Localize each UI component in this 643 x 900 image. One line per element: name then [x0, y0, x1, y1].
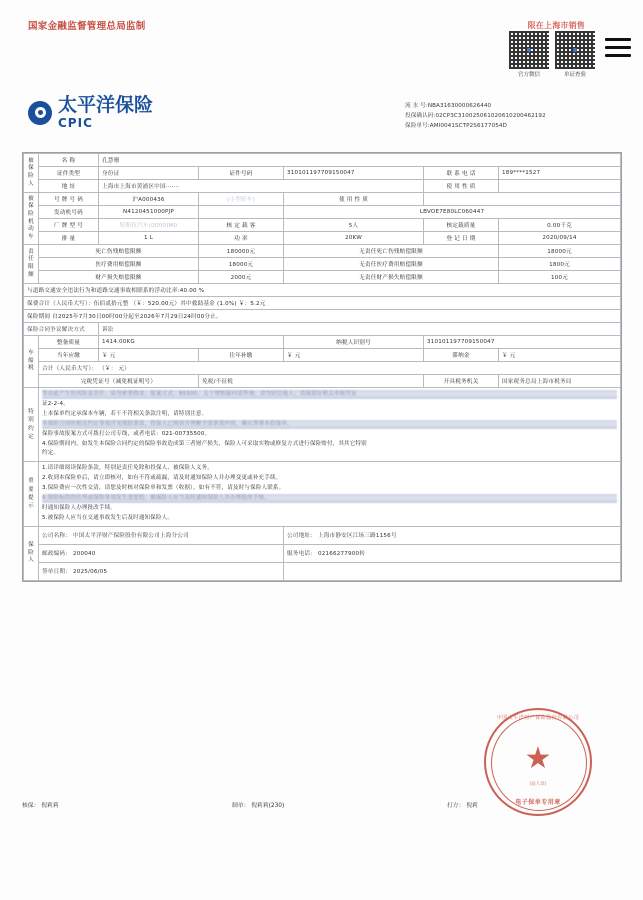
important-notice-body	[39, 462, 621, 526]
confirm-label: 投保确认码:	[405, 112, 436, 119]
insurer-address-cell	[284, 526, 621, 544]
label-power: 功 率	[199, 232, 284, 245]
table-row-insurer-company	[24, 526, 621, 544]
policy-no-value: AMI0041SCTP2S6177054D	[429, 122, 507, 129]
notice-line: 3.保险费应一次性交清，请您及时核对保险单和发票（收据），如有不符，请及时与保险人联系。	[42, 485, 285, 492]
value-load-capacity: 0.00千克	[499, 219, 621, 232]
table-row-premium-total	[24, 297, 621, 310]
label-death-disability-limit: 死亡伤残赔偿限额	[39, 245, 199, 258]
table-row-displacement	[24, 232, 621, 245]
qr-code-wechat[interactable]	[509, 31, 549, 78]
label-engine-number: 发动机号码	[39, 206, 99, 219]
serial-label: 流 水 号:	[405, 103, 428, 109]
table-row-tax-certificate	[24, 375, 621, 388]
label-noresp-death-limit: 无责任死亡伤残赔偿限额	[284, 245, 499, 258]
label-usage-nature: 使 用 性 质	[424, 180, 499, 193]
value-sign-date: 2025/06/05	[72, 569, 108, 576]
label-taxpayer-id: 纳税人识别号	[284, 336, 424, 349]
value-death-disability-limit: 180000元	[199, 245, 284, 258]
section-label-insured: 被 保 险 人	[24, 154, 39, 193]
footer-underwriter	[22, 800, 232, 809]
special-term-line: 4.保险期间内，如发生本保险合同约定的保险事故造成第三者财产损失，保险人可采取实物或修复方式进行保险赔付，其其它特别	[42, 440, 367, 447]
label-property-limit: 财产损失赔偿限额	[39, 271, 199, 284]
label-postcode: 邮政编码：	[42, 551, 71, 558]
label-issuer: 制单：	[232, 803, 250, 809]
value-plate-type: (小型轿车)	[199, 193, 284, 206]
section-label-vehicle: 被 保 险 机 动 车	[24, 193, 39, 245]
insurer-signdate-cell	[39, 562, 284, 580]
table-row-floating-rate	[24, 284, 621, 297]
regulator-stamp-text: 国家金融监督管理总局监制	[28, 21, 146, 32]
value-tax-certificate: 免税/不征税	[199, 375, 424, 388]
special-term-line: 证2-2-4。	[42, 400, 69, 407]
special-term-line: 上本保单约定承保本车辆，若干不符相关条款注明，请特别注意。	[42, 410, 208, 417]
insurer-company-cell	[39, 526, 284, 544]
document-footer	[22, 800, 622, 809]
table-row-dispute-resolution	[24, 323, 621, 336]
brand-name-cn: 太平洋保险	[58, 94, 154, 116]
value-property-limit: 2000元	[199, 271, 284, 284]
text-policy-period: 保险期间 自2025年7月30日00时00分起至2026年7月29日24时00分止。	[24, 310, 621, 323]
value-agency: 倪莉	[466, 803, 478, 809]
value-company-address: 上海市静安区江场三路1156号	[317, 533, 397, 540]
serial-number-line	[405, 102, 546, 112]
label-displacement: 排 量	[39, 232, 99, 245]
section-label-tax: 车 船 税	[24, 336, 39, 388]
special-terms-body	[39, 388, 621, 462]
label-medical-limit: 医疗费用赔偿限额	[39, 258, 199, 271]
text-floating-rate: 与道路交通安全违法行为和道路交通事故相联系的浮动比率:40.00 %	[24, 284, 621, 297]
brand-name-en: CPIC	[58, 115, 93, 130]
notice-line: 时通知保险人办理批改手续。	[42, 504, 117, 511]
section-label-notice: 重 要 提 示	[24, 462, 39, 526]
value-usage-nature	[499, 180, 621, 193]
label-current-year-tax: 当年应缴	[39, 349, 99, 362]
special-term-line: 约定。	[42, 450, 60, 457]
label-seats: 核 定 载 客	[199, 219, 284, 232]
value-dispute-resolution: 诉讼	[99, 323, 621, 336]
value-contact-phone: 189****1527	[499, 167, 621, 180]
value-noresp-property-limit: 100元	[499, 271, 621, 284]
label-overdue-tax: 往年补缴	[199, 349, 284, 362]
value-brand-model: 特斯拉汽车(0000)M0	[99, 219, 199, 232]
hamburger-menu-icon[interactable]	[605, 38, 631, 62]
value-insured-address: 上海市上海市黄浦区中国·······	[99, 180, 424, 193]
notice-line: 5.被保险人应当在交通事故发生后及时通知保险人。	[42, 514, 174, 521]
label-sign-date: 签单日期：	[42, 569, 71, 576]
seal-company-text: 中国太平洋财产保险股份有限公司	[496, 715, 580, 721]
qr-code-verify[interactable]	[555, 31, 595, 78]
value-registration-date: 2020/09/14	[499, 232, 621, 245]
value-id-type: 身份证	[99, 167, 199, 180]
seal-inner-ring	[491, 715, 587, 811]
label-plate-number: 号 牌 号 码	[39, 193, 99, 206]
label-curb-weight: 整备质量	[39, 336, 99, 349]
value-engine-number: N4120451000PJP	[99, 206, 199, 219]
label-insured-address: 地 址	[39, 180, 99, 193]
policy-number-line	[405, 122, 546, 132]
confirm-value: 02CP3C310025061020610200462192	[435, 112, 546, 119]
table-row-special-terms	[24, 388, 621, 462]
value-current-year-tax: ￥ 元	[99, 349, 199, 362]
table-row-liability-medical	[24, 258, 621, 271]
document-top-bar	[0, 0, 643, 96]
value-id-number: 310101197709150047	[284, 167, 424, 180]
text-premium-total: 保费合计（人民币大写）：伍佰贰拾元整 （￥：520.00元）其中救助基金 (1.0%) ￥：5.2元	[24, 297, 621, 310]
label-tax-certificate: 完税凭证号（减免税证明号）	[39, 375, 199, 388]
value-noresp-death-limit: 18000元	[499, 245, 621, 258]
footer-issuer	[232, 800, 447, 809]
value-tax-authority: 国家税务总局上海市税务局	[499, 375, 621, 388]
sale-restriction-text: 限在上海市销售	[527, 21, 585, 30]
confirm-code-line	[405, 112, 546, 122]
section-label-insurer: 保 险 人	[24, 526, 39, 580]
special-term-line: 等由此产生的风险及责任；请勿索要佣金；报案方式：95500；关于理赔疑问请咨询；请勿轻信他人；请保留好相关单据凭证	[42, 390, 617, 399]
label-id-type: 证件类型	[39, 167, 99, 180]
value-company-name: 中国太平洋财产保险股份有限公司上海分公司	[72, 533, 189, 540]
table-row-tax-weight	[24, 336, 621, 349]
insurer-service-tel-cell	[284, 544, 621, 562]
table-row-tax-total	[24, 362, 621, 375]
table-row-insured-id	[24, 167, 621, 180]
value-noresp-medical-limit: 1800元	[499, 258, 621, 271]
value-power: 20KW	[284, 232, 424, 245]
table-row-brand	[24, 219, 621, 232]
cpic-logo-mark-icon	[28, 101, 52, 125]
table-row-policy-period	[24, 310, 621, 323]
notice-line: 4.保险标的的住所或保险事项发生变更的，被保险人应当及时通知保险人并办理批改手续。	[42, 494, 617, 503]
text-tax-total: 合计（人民币大写）： （￥： 元）	[39, 362, 621, 375]
serial-value: NBA31630000626440	[427, 103, 492, 109]
label-agency: 打方：	[447, 803, 465, 809]
seal-legal-text: (法人章)	[529, 781, 547, 787]
policy-main-table	[22, 152, 622, 582]
insurer-postcode-cell	[39, 544, 284, 562]
value-taxpayer-id: 310101197709150047	[424, 336, 621, 349]
value-usage-nature-2	[424, 193, 621, 206]
seal-purpose-text: 电子保单专用章	[515, 799, 561, 806]
label-noresp-property-limit: 无责任财产损失赔偿限额	[284, 271, 499, 284]
table-row-insurer-postcode	[24, 544, 621, 562]
table-row-tax-amounts	[24, 349, 621, 362]
table-row-insured-address	[24, 180, 621, 193]
label-underwriter: 核保：	[22, 803, 40, 809]
label-id-number: 证件号码	[199, 167, 284, 180]
notice-line: 2.收到本保险单后，请立即核对，如有不符或疏漏，请及时通知保险人并办理变更或补充手续。	[42, 475, 282, 482]
label-dispute-resolution: 保险合同争议解决方式	[24, 323, 99, 336]
value-underwriter: 倪莉莉	[41, 803, 59, 809]
label-noresp-medical-limit: 无责任医疗费用赔偿限额	[284, 258, 499, 271]
value-medical-limit: 18000元	[199, 258, 284, 271]
label-contact-phone: 联 系 电 话	[424, 167, 499, 180]
qr-caption-wechat: 官方微信	[517, 72, 540, 78]
value-service-tel: 02166277900转	[317, 551, 366, 558]
value-insured-name: 孔慧珊	[99, 154, 621, 167]
value-postcode: 200040	[72, 551, 96, 558]
label-registration-date: 登 记 日 期	[424, 232, 499, 245]
value-plate-number: 沪A000436	[99, 193, 199, 206]
value-late-fee: ￥ 元	[499, 349, 621, 362]
label-brand-model: 厂 牌 型 号	[39, 219, 99, 232]
table-row-liability-death	[24, 245, 621, 258]
insurer-blank-cell	[284, 562, 621, 580]
table-row-liability-property	[24, 271, 621, 284]
table-row-plate	[24, 193, 621, 206]
brand-row	[0, 96, 643, 146]
label-company-address: 公司地址：	[287, 533, 316, 540]
table-row-engine	[24, 206, 621, 219]
table-row-insurer-signdate	[24, 562, 621, 580]
label-company-name: 公司名称：	[42, 533, 71, 540]
footer-agency	[447, 800, 622, 809]
special-term-line: 本保险合同的相关约定事项详见保险条款，投保人已阅读并理解全部条款内容，确认签署本投保单。	[42, 420, 617, 429]
qr-caption-verify: 单证查验	[563, 72, 586, 78]
value-overdue-tax: ￥ 元	[284, 349, 424, 362]
label-service-tel: 服务电话：	[287, 551, 316, 558]
label-usage-nature-2: 使 用 性 质	[284, 193, 424, 206]
label-tax-authority: 开具税务机关	[424, 375, 499, 388]
section-label-liability: 责 任 限 额	[24, 245, 39, 284]
value-engine-extra	[199, 206, 284, 219]
policy-no-label: 保险单号:	[405, 122, 430, 129]
seal-star-icon: ★	[524, 741, 552, 775]
value-seats: 5人	[284, 219, 424, 232]
table-row-insured-name	[24, 154, 621, 167]
label-late-fee: 滞纳金	[424, 349, 499, 362]
cpic-logo	[28, 96, 643, 130]
table-row-important-notice	[24, 462, 621, 526]
special-term-line: 保险事故报案方式可拨打公司专线，或者电话：021-00735500。	[42, 430, 211, 437]
label-load-capacity: 核定载质量	[424, 219, 499, 232]
label-insured-name: 名 称	[39, 154, 99, 167]
notice-line: 1.请详细阅读保险条款，特别是责任免除和投保人、被保险人义务。	[42, 465, 213, 472]
value-vin: LBVOE7E80LC060447	[284, 206, 621, 219]
qr-code-icon[interactable]	[555, 31, 595, 69]
value-displacement: 1 L	[99, 232, 199, 245]
qr-code-group	[509, 31, 595, 78]
qr-code-icon[interactable]	[509, 31, 549, 69]
value-curb-weight: 1414.00KG	[99, 336, 284, 349]
policy-meta-block	[405, 102, 546, 131]
value-issuer: 倪莉莉(230)	[251, 803, 285, 809]
section-label-special-terms: 特 别 约 定	[24, 388, 39, 462]
